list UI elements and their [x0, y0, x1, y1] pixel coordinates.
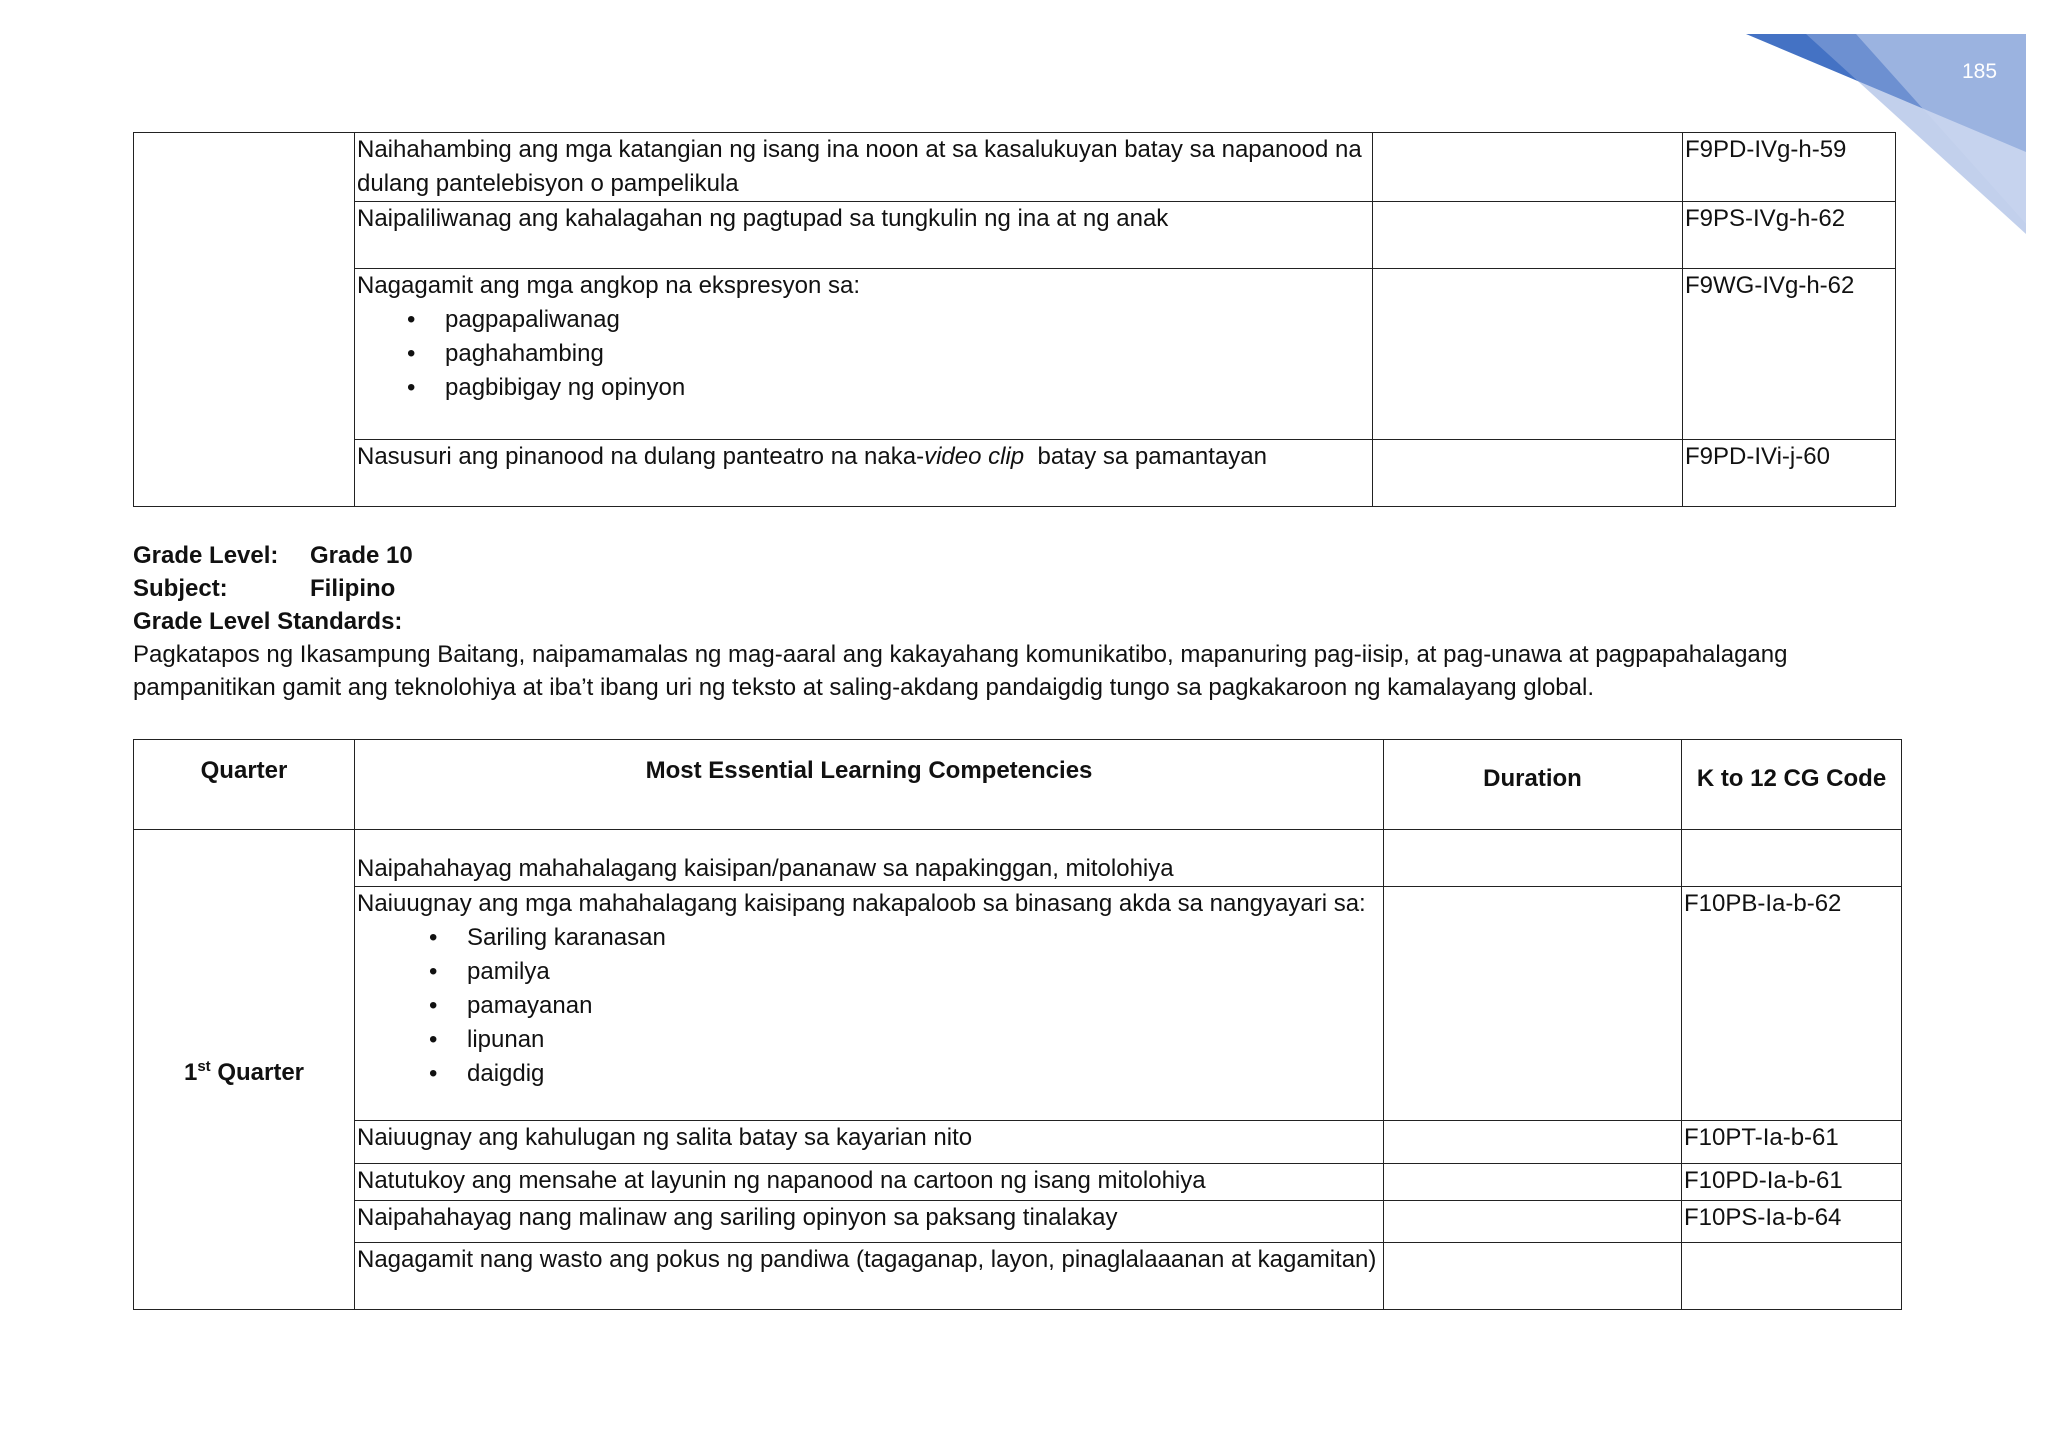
- table-row: [134, 1121, 1902, 1164]
- competency-cell: [355, 830, 1384, 887]
- grade-level-row: [133, 539, 1923, 572]
- duration-cell: [1373, 269, 1683, 440]
- competency-italic-text: video clip: [924, 443, 1025, 470]
- competency-table: [133, 739, 1902, 1310]
- table-row: [134, 887, 1902, 1121]
- code-cell: F9PD-IVi-j-60: [1683, 440, 1896, 507]
- quarter-word: Quarter: [210, 1058, 305, 1086]
- duration-cell: [1384, 887, 1682, 1121]
- list-item: • pamayanan: [467, 989, 1381, 1023]
- table-row: [134, 440, 1896, 507]
- table-row: [134, 269, 1896, 440]
- competency-cell: Naipaliliwanag ang kahalagahan ng pagtupad sa tungkulin ng ina at ng anak: [355, 202, 1373, 269]
- page-number: 185: [1962, 60, 1998, 83]
- competency-cell: [355, 440, 1373, 507]
- competency-cell: [355, 269, 1373, 440]
- competency-text: Naipahahayag mahahalagang kaisipan/pananaw sa napakinggan, mitolohiya: [357, 855, 1174, 882]
- subject-label: Subject:: [133, 575, 228, 602]
- table-header-row: [134, 740, 1902, 830]
- header-code: K to 12 CG Code: [1682, 740, 1902, 830]
- quarter-cell: [134, 830, 355, 1310]
- competency-text: Nasusuri ang pinanood na dulang panteatro na naka-: [357, 443, 925, 470]
- list-item: • pagpapaliwanag: [445, 303, 1370, 337]
- competency-cell: Naihahambing ang mga katangian ng isang ina noon at sa kasalukuyan batay sa napanood na dulang pantelebisyon o pampelikula: [355, 133, 1373, 202]
- list-item: • pamilya: [467, 955, 1381, 989]
- standards-text: Pagkatapos ng Ikasampung Baitang, naipamamalas ng mag-aaral ang kakayahang komunikatibo, mapanuring pag-iisip, at pag-unawa at pagpapahalagang pampanitikan gamit ang teknolohiya at iba’t ibang uri ng teksto at saling-akdang pandaigdig tungo sa pagkakaroon ng kamalayang global.: [133, 641, 1788, 701]
- competency-text: batay sa pamantayan: [1024, 443, 1267, 470]
- header-quarter: Quarter: [134, 740, 355, 830]
- code-cell: [1682, 1243, 1902, 1310]
- grade-level-label: Grade Level:: [133, 542, 279, 569]
- bullet-list: [357, 303, 1370, 405]
- subject-value: Filipino: [310, 575, 396, 602]
- grade-info-block: [133, 539, 1923, 704]
- quarter-suffix: st: [197, 1057, 211, 1075]
- code-cell: F9PD-IVg-h-59: [1683, 133, 1896, 202]
- subject-row: [133, 572, 1923, 605]
- code-cell: [1682, 830, 1902, 887]
- list-item: • paghahambing: [445, 337, 1370, 371]
- code-cell: F9PS-IVg-h-62: [1683, 202, 1896, 269]
- list-item: • lipunan: [467, 1023, 1381, 1057]
- duration-cell: [1384, 1243, 1682, 1310]
- competency-cell: Natutukoy ang mensahe at layunin ng napanood na cartoon ng isang mitolohiya: [355, 1164, 1384, 1201]
- competency-text: Nagagamit ang mga angkop na ekspresyon sa:: [357, 272, 860, 299]
- competency-cell: Naiuugnay ang kahulugan ng salita batay sa kayarian nito: [355, 1121, 1384, 1164]
- list-item: • pagbibigay ng opinyon: [445, 371, 1370, 405]
- duration-cell: [1373, 202, 1683, 269]
- table-row: [134, 1201, 1902, 1243]
- duration-cell: [1384, 1201, 1682, 1243]
- code-cell: F9WG-IVg-h-62: [1683, 269, 1896, 440]
- code-cell: F10PB-Ia-b-62: [1682, 887, 1902, 1121]
- duration-cell: [1373, 440, 1683, 507]
- duration-cell: [1384, 1121, 1682, 1164]
- table-row: [134, 1243, 1902, 1310]
- competency-cell: Naipahahayag nang malinaw ang sariling opinyon sa paksang tinalakay: [355, 1201, 1384, 1243]
- bullet-list: [357, 921, 1381, 1091]
- table-row: [134, 202, 1896, 269]
- duration-cell: [1384, 830, 1682, 887]
- duration-cell: [1373, 133, 1683, 202]
- code-cell: F10PD-Ia-b-61: [1682, 1164, 1902, 1201]
- quarter-cell-empty: [134, 133, 355, 507]
- header-competencies: Most Essential Learning Competencies: [355, 740, 1384, 830]
- competency-text: Naiuugnay ang mga mahahalagang kaisipang nakapaloob sa binasang akda sa nangyayari sa:: [357, 890, 1366, 917]
- table-row: [134, 1164, 1902, 1201]
- table-row: [134, 133, 1896, 202]
- list-item: • Sariling karanasan: [467, 921, 1381, 955]
- header-duration: Duration: [1384, 740, 1682, 830]
- standards-label: Grade Level Standards:: [133, 608, 403, 635]
- list-item: • daigdig: [467, 1057, 1381, 1091]
- quarter-number: 1: [183, 1058, 198, 1086]
- code-cell: F10PS-Ia-b-64: [1682, 1201, 1902, 1243]
- competency-cell: [355, 887, 1384, 1121]
- code-cell: F10PT-Ia-b-61: [1682, 1121, 1902, 1164]
- duration-cell: [1384, 1164, 1682, 1201]
- table-row: [134, 830, 1902, 887]
- grade-level-value: Grade 10: [310, 542, 413, 569]
- competency-cell: Nagagamit nang wasto ang pokus ng pandiwa (tagaganap, layon, pinaglalaaanan at kagamitan): [355, 1243, 1384, 1310]
- continuation-table: [133, 132, 1896, 507]
